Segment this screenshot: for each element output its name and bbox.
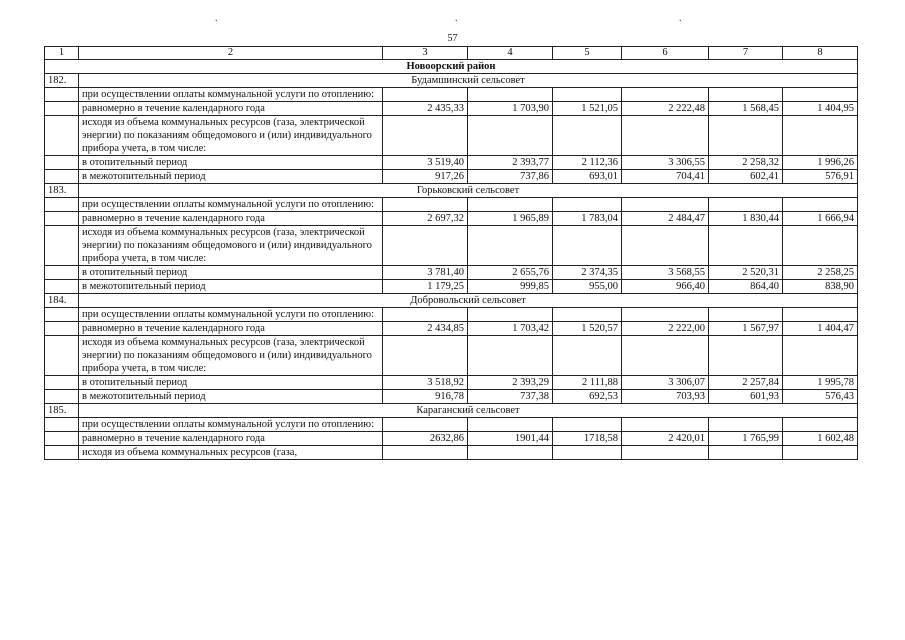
table-row <box>45 308 858 322</box>
value-cell: 1 404,95 <box>783 102 858 116</box>
council-row <box>45 294 858 308</box>
empty-cell <box>468 336 553 376</box>
table-row <box>45 226 858 266</box>
value-cell: 2 393,77 <box>468 156 553 170</box>
value-cell: 3 518,92 <box>383 376 468 390</box>
row-label: исходя из объема коммунальных ресурсов (газа, <box>79 446 383 460</box>
row-number: 183. <box>45 184 79 198</box>
empty-cell <box>783 446 858 460</box>
value-cell: 1 783,04 <box>553 212 622 226</box>
empty-cell <box>783 198 858 212</box>
table-row <box>45 198 858 212</box>
table-row <box>45 322 858 336</box>
empty-cell <box>45 226 79 266</box>
row-number: 185. <box>45 404 79 418</box>
empty-cell <box>709 308 783 322</box>
value-cell: 1 520,57 <box>553 322 622 336</box>
council-row <box>45 74 858 88</box>
value-cell: 1 568,45 <box>709 102 783 116</box>
empty-cell <box>383 418 468 432</box>
table-row <box>45 170 858 184</box>
value-cell: 2 258,32 <box>709 156 783 170</box>
value-cell: 3 306,07 <box>622 376 709 390</box>
empty-cell <box>553 116 622 156</box>
value-cell: 2 258,25 <box>783 266 858 280</box>
page-number: 57 <box>447 33 458 44</box>
row-label: при осуществлении оплаты коммунальной услуги по отоплению: <box>79 198 383 212</box>
empty-cell <box>383 226 468 266</box>
row-label: в отопительный период <box>79 156 383 170</box>
empty-cell <box>709 226 783 266</box>
empty-cell <box>45 116 79 156</box>
table-row <box>45 266 858 280</box>
empty-cell <box>468 446 553 460</box>
value-cell: 2 112,36 <box>553 156 622 170</box>
value-cell: 2 484,47 <box>622 212 709 226</box>
empty-cell <box>622 418 709 432</box>
column-header: 1 <box>45 47 79 60</box>
council-row <box>45 184 858 198</box>
table-row <box>45 212 858 226</box>
column-header: 5 <box>553 47 622 60</box>
tariff-table <box>44 46 858 460</box>
value-cell: 2 374,35 <box>553 266 622 280</box>
value-cell: 966,40 <box>622 280 709 294</box>
value-cell: 737,86 <box>468 170 553 184</box>
value-cell: 1718,58 <box>553 432 622 446</box>
empty-cell <box>783 418 858 432</box>
value-cell: 1901,44 <box>468 432 553 446</box>
empty-cell <box>622 336 709 376</box>
empty-cell <box>45 170 79 184</box>
value-cell: 3 781,40 <box>383 266 468 280</box>
value-cell: 838,90 <box>783 280 858 294</box>
value-cell: 999,85 <box>468 280 553 294</box>
value-cell: 2 520,31 <box>709 266 783 280</box>
table-row <box>45 336 858 376</box>
table-row <box>45 418 858 432</box>
value-cell: 1 602,48 <box>783 432 858 446</box>
value-cell: 1 404,47 <box>783 322 858 336</box>
row-label: исходя из объема коммунальных ресурсов (газа, электрической энергии) по показаниям общедомового и (или) индивидуального прибора учета, в том числе: <box>79 116 383 156</box>
value-cell: 1 521,05 <box>553 102 622 116</box>
district-row <box>45 60 858 74</box>
empty-cell <box>45 336 79 376</box>
council-name: Добровольский сельсовет <box>79 294 858 308</box>
value-cell: 602,41 <box>709 170 783 184</box>
empty-cell <box>45 390 79 404</box>
empty-cell <box>45 418 79 432</box>
row-label: равномерно в течение календарного года <box>79 102 383 116</box>
value-cell: 955,00 <box>553 280 622 294</box>
empty-cell <box>783 116 858 156</box>
empty-cell <box>783 88 858 102</box>
empty-cell <box>553 308 622 322</box>
empty-cell <box>709 198 783 212</box>
column-header: 7 <box>709 47 783 60</box>
empty-cell <box>383 198 468 212</box>
column-header-row <box>45 47 858 60</box>
empty-cell <box>45 376 79 390</box>
empty-cell <box>553 226 622 266</box>
council-name: Будамшинский сельсовет <box>79 74 858 88</box>
column-header: 8 <box>783 47 858 60</box>
value-cell: 1 666,94 <box>783 212 858 226</box>
value-cell: 1 830,44 <box>709 212 783 226</box>
value-cell: 704,41 <box>622 170 709 184</box>
empty-cell <box>468 418 553 432</box>
table-row <box>45 376 858 390</box>
empty-cell <box>622 446 709 460</box>
column-header: 2 <box>79 47 383 60</box>
empty-cell <box>45 198 79 212</box>
empty-cell <box>622 198 709 212</box>
empty-cell <box>383 446 468 460</box>
council-name: Горьковский сельсовет <box>79 184 858 198</box>
value-cell: 1 765,99 <box>709 432 783 446</box>
row-number: 182. <box>45 74 79 88</box>
scan-mark: . <box>679 13 682 24</box>
empty-cell <box>709 446 783 460</box>
value-cell: 916,78 <box>383 390 468 404</box>
row-number: 184. <box>45 294 79 308</box>
empty-cell <box>468 226 553 266</box>
value-cell: 576,91 <box>783 170 858 184</box>
empty-cell <box>783 308 858 322</box>
table-row <box>45 390 858 404</box>
empty-cell <box>45 212 79 226</box>
empty-cell <box>468 198 553 212</box>
empty-cell <box>45 446 79 460</box>
row-label: равномерно в течение календарного года <box>79 212 383 226</box>
empty-cell <box>783 336 858 376</box>
value-cell: 3 519,40 <box>383 156 468 170</box>
value-cell: 601,93 <box>709 390 783 404</box>
value-cell: 1 995,78 <box>783 376 858 390</box>
empty-cell <box>553 88 622 102</box>
table-row <box>45 280 858 294</box>
empty-cell <box>709 418 783 432</box>
value-cell: 1 567,97 <box>709 322 783 336</box>
column-header: 4 <box>468 47 553 60</box>
empty-cell <box>45 88 79 102</box>
row-label: в отопительный период <box>79 266 383 280</box>
value-cell: 2632,86 <box>383 432 468 446</box>
scan-mark: . <box>215 13 218 24</box>
empty-cell <box>622 308 709 322</box>
empty-cell <box>468 88 553 102</box>
empty-cell <box>45 322 79 336</box>
value-cell: 2 111,88 <box>553 376 622 390</box>
row-label: равномерно в течение календарного года <box>79 322 383 336</box>
table-row <box>45 88 858 102</box>
row-label: в межотопительный период <box>79 280 383 294</box>
empty-cell <box>783 226 858 266</box>
empty-cell <box>468 116 553 156</box>
row-label: при осуществлении оплаты коммунальной услуги по отоплению: <box>79 308 383 322</box>
row-label: в межотопительный период <box>79 390 383 404</box>
empty-cell <box>45 280 79 294</box>
row-label: в межотопительный период <box>79 170 383 184</box>
table-row <box>45 156 858 170</box>
empty-cell <box>468 308 553 322</box>
empty-cell <box>383 308 468 322</box>
value-cell: 692,53 <box>553 390 622 404</box>
row-label: при осуществлении оплаты коммунальной услуги по отоплению: <box>79 88 383 102</box>
empty-cell <box>709 116 783 156</box>
value-cell: 2 655,76 <box>468 266 553 280</box>
empty-cell <box>709 336 783 376</box>
value-cell: 864,40 <box>709 280 783 294</box>
empty-cell <box>553 446 622 460</box>
row-label: исходя из объема коммунальных ресурсов (газа, электрической энергии) по показаниям общедомового и (или) индивидуального прибора учета, в том числе: <box>79 336 383 376</box>
value-cell: 576,43 <box>783 390 858 404</box>
value-cell: 917,26 <box>383 170 468 184</box>
empty-cell <box>383 116 468 156</box>
row-label: исходя из объема коммунальных ресурсов (газа, электрической энергии) по показаниям общедомового и (или) индивидуального прибора учета, в том числе: <box>79 226 383 266</box>
empty-cell <box>553 198 622 212</box>
table-row <box>45 432 858 446</box>
value-cell: 1 965,89 <box>468 212 553 226</box>
empty-cell <box>383 336 468 376</box>
empty-cell <box>553 418 622 432</box>
empty-cell <box>622 116 709 156</box>
council-name: Караганский сельсовет <box>79 404 858 418</box>
value-cell: 2 393,29 <box>468 376 553 390</box>
empty-cell <box>622 88 709 102</box>
empty-cell <box>622 226 709 266</box>
district-title: Новоорский район <box>45 60 858 74</box>
empty-cell <box>45 308 79 322</box>
empty-cell <box>45 432 79 446</box>
empty-cell <box>45 266 79 280</box>
value-cell: 1 179,25 <box>383 280 468 294</box>
value-cell: 2 257,84 <box>709 376 783 390</box>
table-row <box>45 446 858 460</box>
row-label: при осуществлении оплаты коммунальной услуги по отоплению: <box>79 418 383 432</box>
value-cell: 3 568,55 <box>622 266 709 280</box>
empty-cell <box>383 88 468 102</box>
value-cell: 2 222,00 <box>622 322 709 336</box>
empty-cell <box>553 336 622 376</box>
table-row <box>45 116 858 156</box>
column-header: 3 <box>383 47 468 60</box>
empty-cell <box>45 156 79 170</box>
value-cell: 2 697,32 <box>383 212 468 226</box>
table-row <box>45 102 858 116</box>
value-cell: 703,93 <box>622 390 709 404</box>
value-cell: 693,01 <box>553 170 622 184</box>
value-cell: 2 222,48 <box>622 102 709 116</box>
column-header: 6 <box>622 47 709 60</box>
row-label: равномерно в течение календарного года <box>79 432 383 446</box>
value-cell: 1 996,26 <box>783 156 858 170</box>
empty-cell <box>45 102 79 116</box>
value-cell: 1 703,42 <box>468 322 553 336</box>
value-cell: 2 435,33 <box>383 102 468 116</box>
value-cell: 737,38 <box>468 390 553 404</box>
value-cell: 3 306,55 <box>622 156 709 170</box>
empty-cell <box>709 88 783 102</box>
council-row <box>45 404 858 418</box>
value-cell: 2 420,01 <box>622 432 709 446</box>
value-cell: 1 703,90 <box>468 102 553 116</box>
value-cell: 2 434,85 <box>383 322 468 336</box>
row-label: в отопительный период <box>79 376 383 390</box>
scan-mark: . <box>455 13 458 24</box>
